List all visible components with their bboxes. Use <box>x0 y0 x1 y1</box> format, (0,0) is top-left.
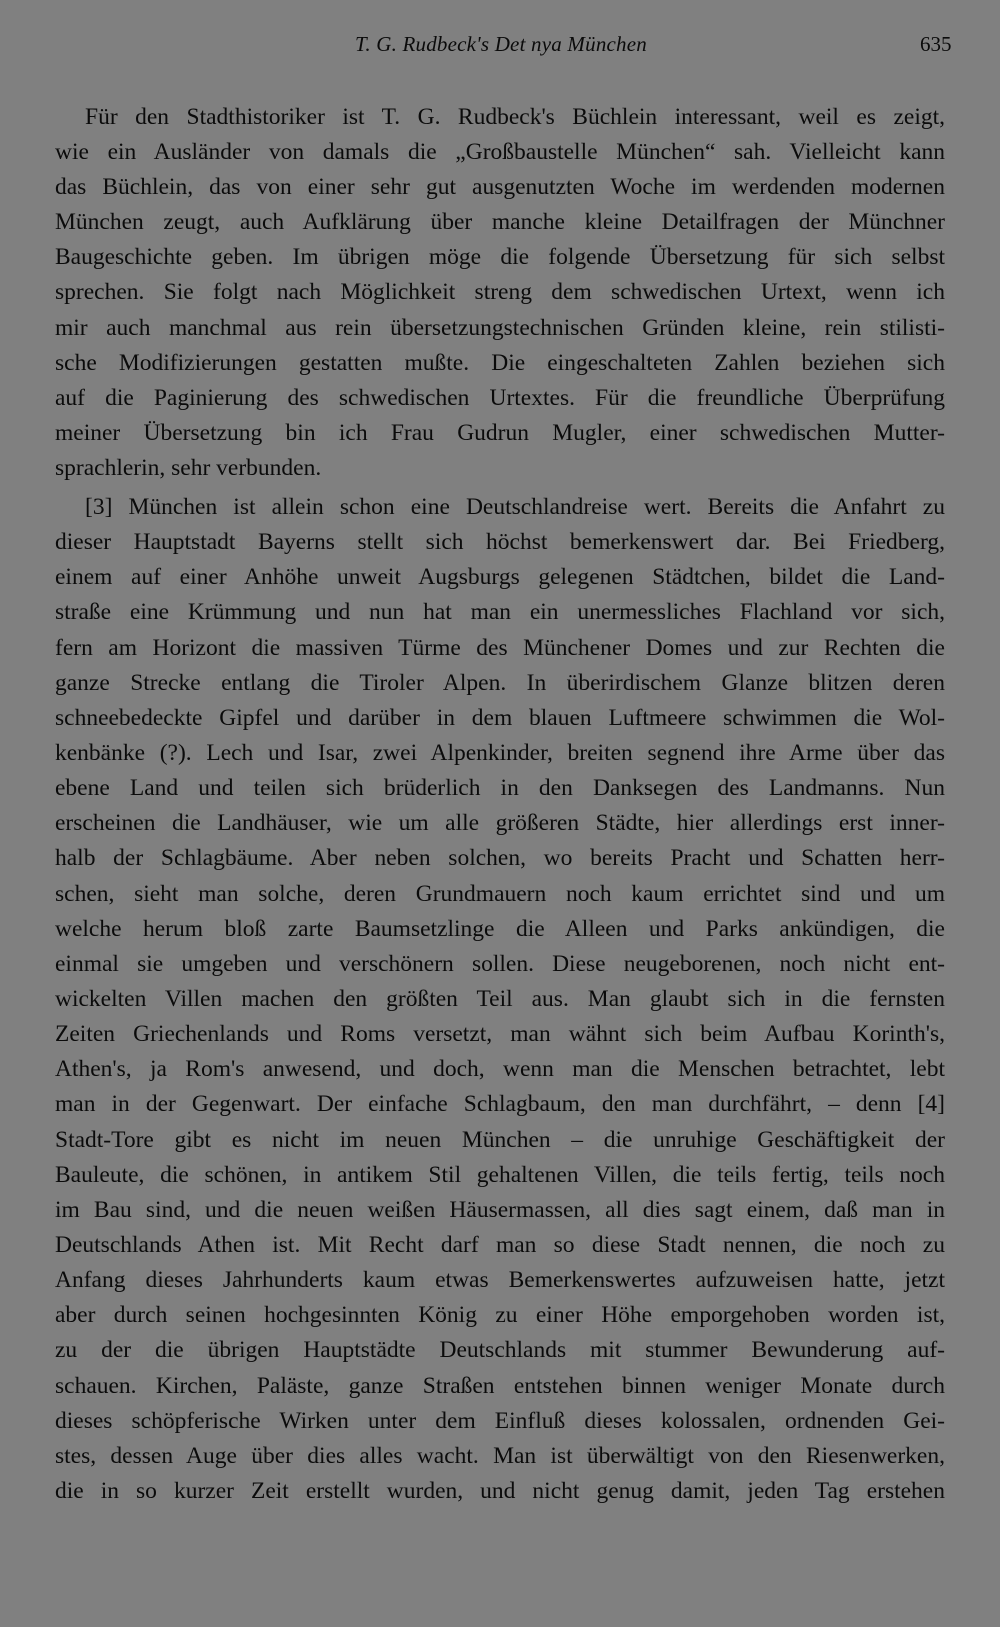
text-line: schauen. Kirchen, Paläste, ganze Straßen entstehen binnen weniger Monate durch <box>55 1372 945 1399</box>
text-line: wie ein Ausländer von damals die „Großbaustelle München“ sah. Vielleicht kann <box>55 139 945 166</box>
text-line: meiner Übersetzung bin ich Frau Gudrun Mugler, einer schwedischen Mutter- <box>55 419 945 446</box>
text-line: die in so kurzer Zeit erstellt wurden, und nicht genug damit, jeden Tag erstehen <box>55 1477 945 1504</box>
text-line: dieser Hauptstadt Bayerns stellt sich höchst bemerkenswert dar. Bei Friedberg, <box>55 529 945 556</box>
text-line: zu der die übrigen Hauptstädte Deutschlands mit stummer Bewunderung auf- <box>55 1337 945 1364</box>
text-line: Deutschlands Athen ist. Mit Recht darf man so diese Stadt nennen, die noch zu <box>55 1231 945 1258</box>
paragraph-translation <box>55 490 945 1509</box>
text-line: sprachlerin, sehr verbunden. <box>55 454 322 481</box>
text-line: Bauleute, die schönen, in antikem Stil gehaltenen Villen, die teils fertig, teils noch <box>55 1161 945 1188</box>
text-line: sprechen. Sie folgt nach Möglichkeit streng dem schwedischen Urtext, wenn ich <box>55 279 945 306</box>
running-head-title: T. G. Rudbeck's Det nya München <box>355 32 647 56</box>
text-line: im Bau sind, und die neuen weißen Häusermassen, all dies sagt einem, daß man in <box>55 1196 945 1223</box>
text-line: dieses schöpferische Wirken unter dem Einfluß dieses kolossalen, ordnenden Gei- <box>55 1407 945 1434</box>
text-line: welche herum bloß zarte Baumsetzlinge die Alleen und Parks ankündigen, die <box>55 915 945 942</box>
text-line: ebene Land und teilen sich brüderlich in den Danksegen des Landmanns. Nun <box>55 775 945 802</box>
text-line: Zeiten Griechenlands und Roms versetzt, man wähnt sich beim Aufbau Korinth's, <box>55 1021 945 1048</box>
text-line: Athen's, ja Rom's anwesend, und doch, wenn man die Menschen betrachtet, lebt <box>55 1056 945 1083</box>
text-line: ganze Strecke entlang die Tiroler Alpen. In überirdischem Glanze blitzen deren <box>55 669 945 696</box>
text-line: das Büchlein, das von einer sehr gut ausgenutzten Woche im werdenden modernen <box>55 174 945 201</box>
text-line: Stadt-Tore gibt es nicht im neuen München – die unruhige Geschäftigkeit der <box>55 1126 945 1153</box>
text-line: sche Modifizierungen gestatten mußte. Die eingeschalteten Zahlen beziehen sich <box>55 349 945 376</box>
text-line: Für den Stadthistoriker ist T. G. Rudbeck's Büchlein interessant, weil es zeigt, <box>85 104 945 130</box>
text-line: aber durch seinen hochgesinnten König zu einer Höhe emporgehoben worden ist, <box>55 1302 945 1329</box>
text-line: halb der Schlagbäume. Aber neben solchen, wo bereits Pracht und Schatten herr- <box>55 845 945 872</box>
text-line: man in der Gegenwart. Der einfache Schlagbaum, den man durchfährt, – denn [4] <box>55 1091 945 1118</box>
text-line: straße eine Krümmung und nun hat man ein unermessliches Flachland vor sich, <box>55 599 945 626</box>
paragraph-introduction <box>55 100 945 486</box>
text-line: stes, dessen Auge über dies alles wacht. Man ist überwältigt von den Riesenwerken, <box>55 1442 945 1469</box>
text-line: München zeugt, auch Aufklärung über manche kleine Detailfragen der Münchner <box>55 209 945 236</box>
text-line: Anfang dieses Jahrhunderts kaum etwas Bemerkenswertes aufzuweisen hatte, jetzt <box>55 1267 945 1294</box>
text-line: erscheinen die Landhäuser, wie um alle größeren Städte, hier allerdings erst inner- <box>55 810 945 837</box>
text-line: auf die Paginierung des schwedischen Urtextes. Für die freundliche Überprüfung <box>55 384 945 411</box>
text-line: mir auch manchmal aus rein übersetzungstechnischen Gründen kleine, rein stilisti- <box>55 314 945 341</box>
text-line: wickelten Villen machen den größten Teil aus. Man glaubt sich in die fernsten <box>55 985 945 1012</box>
text-line: kenbänke (?). Lech und Isar, zwei Alpenkinder, breiten segnend ihre Arme über das <box>55 739 945 766</box>
page-number: 635 <box>920 32 952 56</box>
text-line: fern am Horizont die massiven Türme des Münchener Domes und zur Rechten die <box>55 634 945 661</box>
text-line: einem auf einer Anhöhe unweit Augsburgs gelegenen Städtchen, bildet die Land- <box>55 564 945 591</box>
text-line: Baugeschichte geben. Im übrigen möge die folgende Übersetzung für sich selbst <box>55 244 945 271</box>
text-line: [3] München ist allein schon eine Deutschlandreise wert. Bereits die Anfahrt zu <box>85 494 945 520</box>
text-line: einmal sie umgeben und verschönern sollen. Diese neugeborenen, noch nicht ent- <box>55 950 945 977</box>
running-head <box>0 32 1000 62</box>
text-line: schen, sieht man solche, deren Grundmauern noch kaum errichtet sind und um <box>55 880 945 907</box>
text-line: schneebedeckte Gipfel und darüber in dem blauen Luftmeere schwimmen die Wol- <box>55 704 945 731</box>
